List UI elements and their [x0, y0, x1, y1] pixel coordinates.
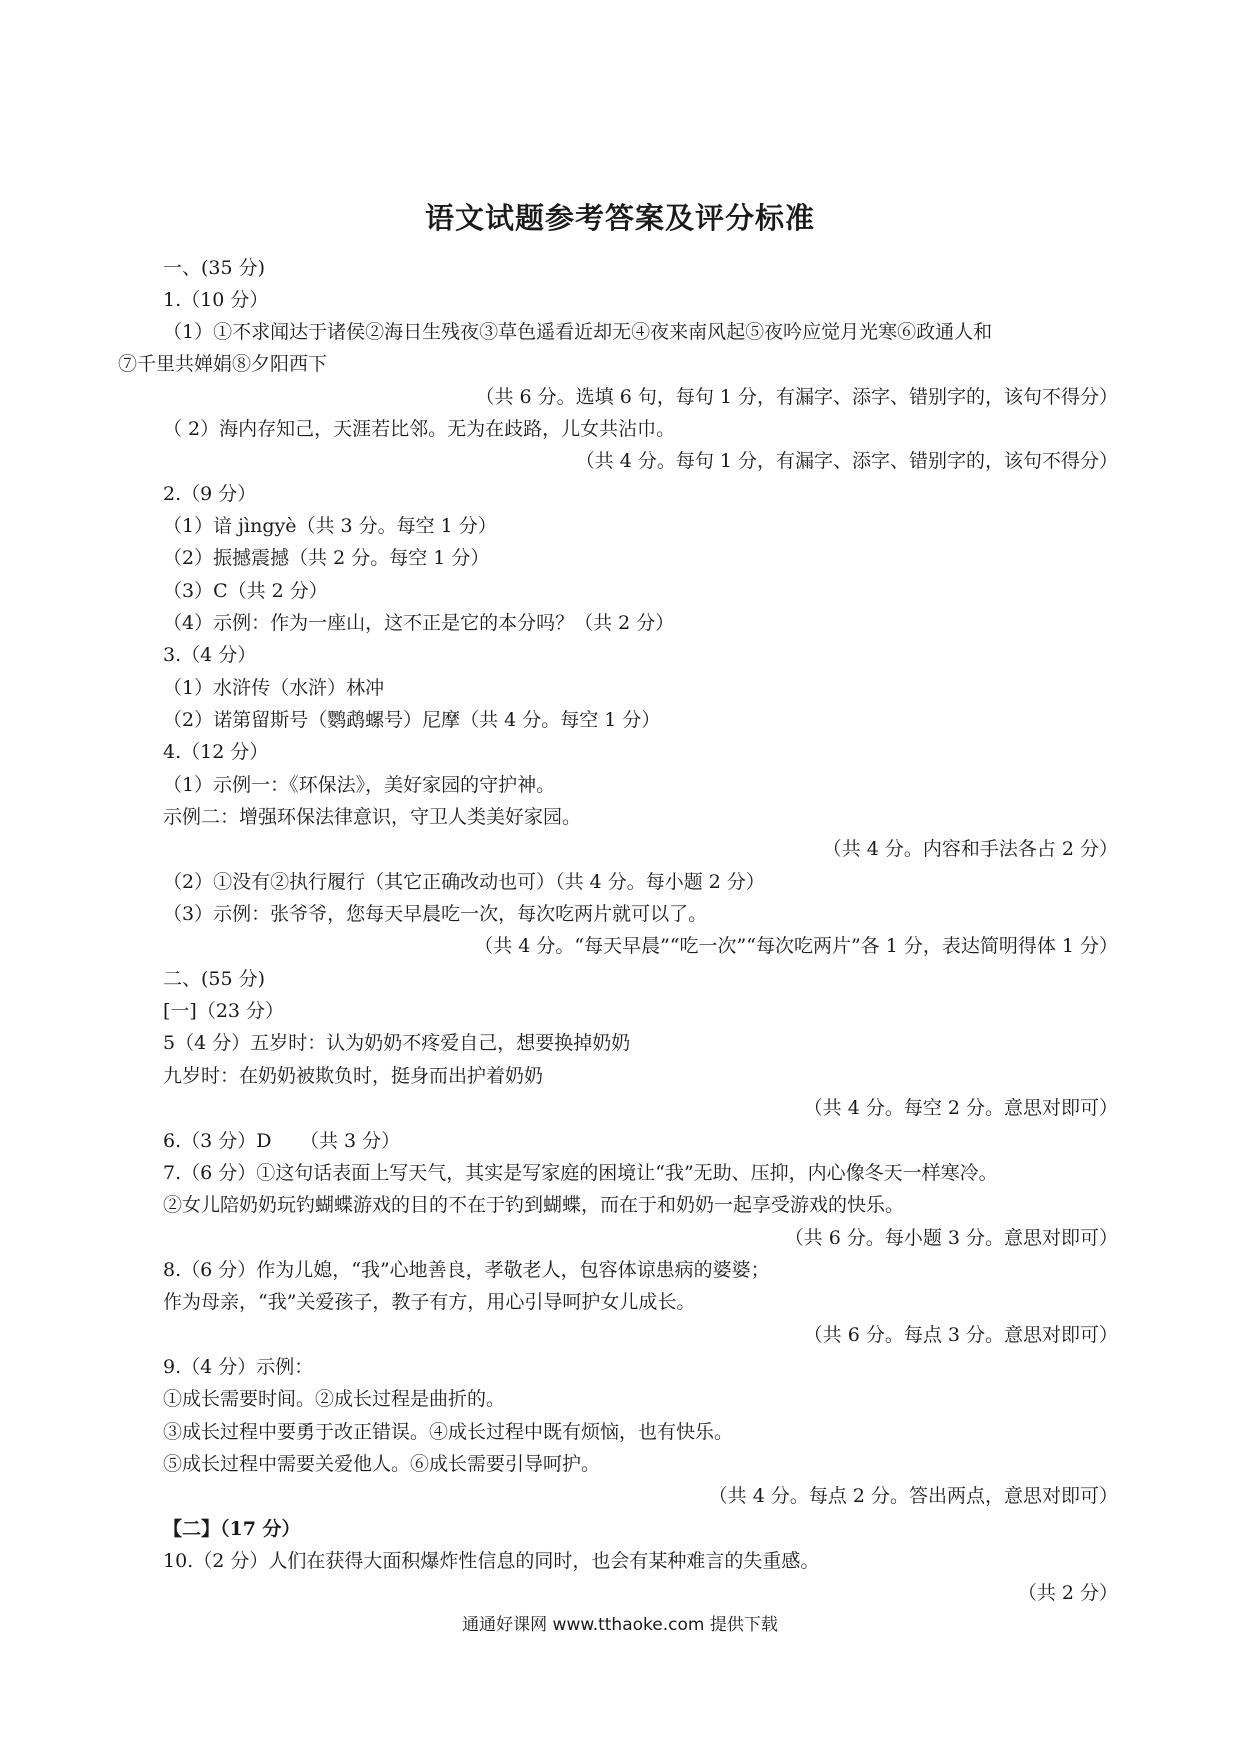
answer-line: 5（4 分）五岁时：认为奶奶不疼爱自己，想要换掉奶奶	[163, 1032, 631, 1054]
scoring-note: （共 4 分。每空 2 分。意思对即可）	[803, 1097, 1118, 1119]
scoring-note: （共 4 分。内容和手法各占 2 分）	[822, 838, 1118, 860]
scoring-note: （共 6 分。选填 6 句，每句 1 分，有漏字、添字、错别字的，该句不得分）	[475, 386, 1118, 408]
question-heading: 4.（12 分）	[163, 741, 269, 763]
subsection-heading: [一]（23 分）	[163, 1000, 285, 1022]
answer-line: ①成长需要时间。②成长过程是曲折的。	[163, 1388, 506, 1410]
page-footer: 通通好课网 www.tthaoke.com 提供下载	[462, 1615, 778, 1635]
question-heading: 9.（4 分）示例：	[163, 1356, 314, 1378]
answer-line: （1）示例一：《环保法》，美好家园的守护神。	[163, 774, 556, 796]
answer-line: （3）C（共 2 分）	[163, 580, 328, 602]
answer-line: 6.（3 分）D （共 3 分）	[163, 1130, 401, 1152]
answer-line: （4）示例：作为一座山，这不正是它的本分吗？（共 2 分）	[163, 612, 675, 634]
answer-line: ⑤成长过程中需要关爱他人。⑥成长需要引导呵护。	[163, 1453, 601, 1475]
scoring-note: （共 6 分。每小题 3 分。意思对即可）	[784, 1227, 1118, 1249]
answer-line: 作为母亲，“我”关爱孩子，教子有方，用心引导呵护女儿成长。	[163, 1291, 696, 1313]
answer-line: 10.（2 分）人们在获得大面积爆炸性信息的同时，也会有某种难言的失重感。	[163, 1550, 820, 1572]
answer-line: （1）①不求闻达于诸侯②海日生残夜③草色遥看近却无④夜来南风起⑤夜吟应觉月光寒⑥政通人和	[163, 321, 993, 343]
section-heading: 一、(35 分)	[163, 257, 266, 279]
answer-line: 示例二：增强环保法律意识，守卫人类美好家园。	[163, 806, 582, 828]
answer-line: 九岁时：在奶奶被欺负时，挺身而出护着奶奶	[163, 1065, 544, 1087]
subsection-heading: 【二】（17 分）	[163, 1518, 301, 1540]
answer-line: ③成长过程中要勇于改正错误。④成长过程中既有烦恼，也有快乐。	[163, 1421, 734, 1443]
answer-line: ⑦千里共婵娟⑧夕阳西下	[118, 353, 328, 375]
document-title: 语文试题参考答案及评分标准	[424, 201, 815, 235]
answer-line: （2）①没有②执行履行（其它正确改动也可）（共 4 分。每小题 2 分）	[163, 871, 765, 893]
answer-line: （1）谙 jìngyè（共 3 分。每空 1 分）	[163, 515, 497, 537]
answer-line: （ 2）海内存知己，天涯若比邻。无为在歧路，儿女共沾巾。	[163, 418, 676, 440]
answer-line: 8.（6 分）作为儿媳，“我”心地善良，孝敬老人，包容体谅患病的婆婆；	[163, 1259, 770, 1281]
scoring-note: （共 2 分）	[1017, 1582, 1118, 1604]
question-heading: 1.（10 分）	[163, 289, 269, 311]
scoring-note: （共 6 分。每点 3 分。意思对即可）	[803, 1324, 1118, 1346]
scoring-note: （共 4 分。每点 2 分。答出两点，意思对即可）	[708, 1485, 1118, 1507]
question-heading: 2.（9 分）	[163, 483, 257, 505]
answer-line: （2）诺第留斯号（鹦鹉螺号）尼摩（共 4 分。每空 1 分）	[163, 709, 661, 731]
question-heading: 3.（4 分）	[163, 644, 257, 666]
answer-line: （1）水浒传（水浒）林冲	[163, 677, 385, 699]
answer-line: ②女儿陪奶奶玩钓蝴蝶游戏的目的不在于钓到蝴蝶，而在于和奶奶一起享受游戏的快乐。	[163, 1194, 905, 1216]
answer-line: 7.（6 分）①这句话表面上写天气，其实是写家庭的困境让“我”无助、压抑，内心像冬天一样寒冷。	[163, 1162, 998, 1184]
answer-line: （3）示例：张爷爷，您每天早晨吃一次，每次吃两片就可以了。	[163, 903, 708, 925]
scoring-note: （共 4 分。“每天早晨”“吃一次”“每次吃两片”各 1 分，表达简明得体 1 分）	[474, 935, 1118, 957]
answer-line: （2）振撼震撼（共 2 分。每空 1 分）	[163, 547, 490, 569]
section-heading: 二、(55 分)	[163, 968, 266, 990]
scoring-note: （共 4 分。每句 1 分，有漏字、添字、错别字的，该句不得分）	[575, 450, 1118, 472]
